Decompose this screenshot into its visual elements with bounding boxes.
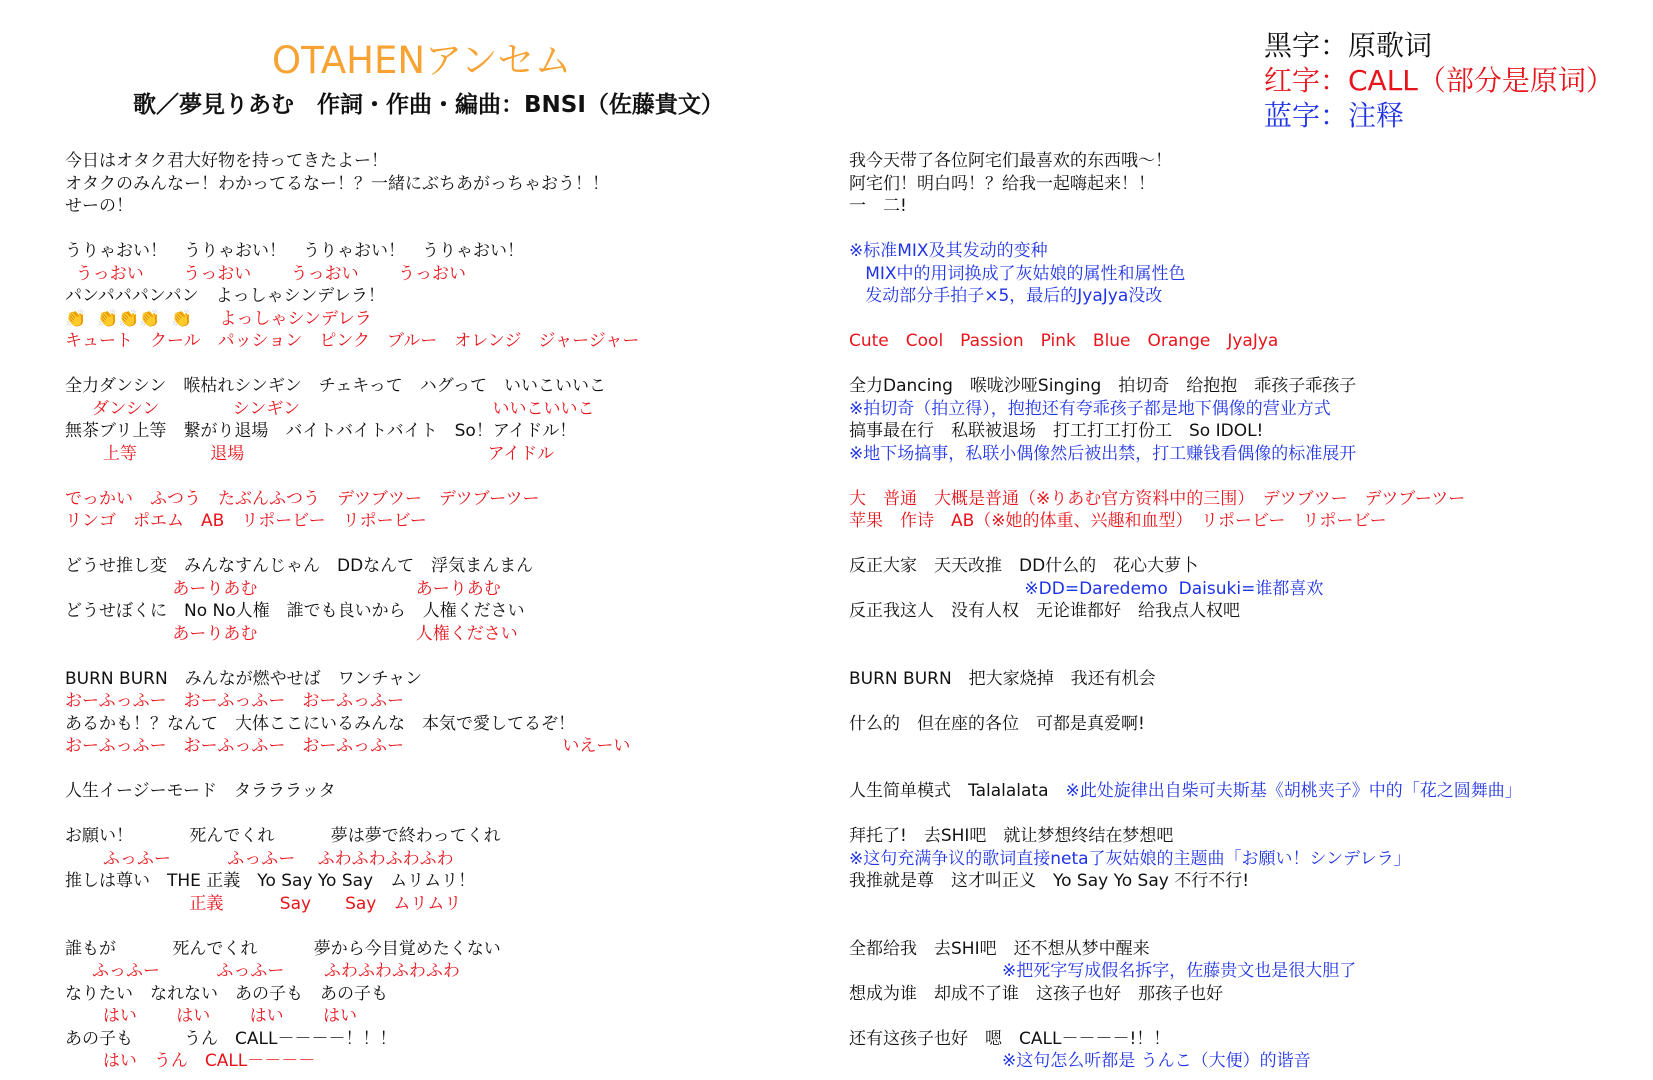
blank-line [849,690,1639,713]
translation-line: 反正我这人 没有人权 无论谁都好 给我点人权吧 [849,601,1240,621]
lyric-line: 無茶ブリ上等 繋がり退場 バイトバイトバイト So！アイドル！ [65,421,577,441]
blank-line [849,735,1639,758]
lyric-line: ふっふー ふっふー ふわふわふわふわ [65,961,460,981]
translation-line: ※标准MIX及其发动的变种 [849,241,1048,261]
color-legend [1264,28,1614,133]
lyric-line: オタクのみんなー！わかってるなー！？一緒にぶちあがっちゃおう！！ [65,173,609,194]
translation-line: ※这句怎么听都是 うんこ（大便）的谐音 [849,1051,1311,1071]
lyric-line: なりたい なれない あの子も あの子も [65,983,388,1004]
lyric-line: 👏 👏👏👏 👏 よっしゃシンデレラ [65,308,372,329]
lyric-line: 人生イージーモード タラララッタ [65,781,336,801]
page-title: OTAHENアンセム [272,39,572,82]
translation-line: 我今天带了各位阿宅们最喜欢的东西哦～！ [849,151,1172,171]
lyric-line: パンパパパンパン よっしゃシンデレラ！ [65,286,385,306]
blank-line [849,465,1639,488]
translation-line: 一 二! [849,196,907,216]
blank-line [849,533,1639,556]
lyric-line: うっおい うっおい うっおい うっおい [65,263,467,284]
translation-line: ※地下场搞事，私联小偶像然后被出禁，打工赚钱看偶像的标准展开 [849,443,1357,464]
lyric-line: お願い！ 死んでくれ 夢は夢で終わってくれ [65,826,501,846]
lyric-line: リンゴ ポエム AB リポービー リポービー [65,511,427,531]
lyric-line: おーふっふー おーふっふー おーふっふー いえーい [65,736,631,756]
translation-line: Cute Cool Passion Pink Blue Orange JyaJya [849,331,1279,351]
translation-line: ※把死字写成假名拆字，佐藤贵文也是很大胆了 [849,961,1357,981]
translation-line: 想成为谁 却成不了谁 这孩子也好 那孩子也好 [849,983,1223,1004]
translation-line: MIX中的用词换成了灰姑娘的属性和属性色 [849,263,1186,284]
lyric-line: キュート クール パッション ピンク ブルー オレンジ ジャージャー [65,331,640,351]
blank-line [65,465,805,488]
lyric-line: どうせぼくに No No人権 誰でも良いから 人権ください [65,601,525,621]
lyric-line: うりゃおい！ うりゃおい！ うりゃおい！ うりゃおい！ [65,241,524,261]
blank-line [849,645,1639,668]
lyrics-translation-column [849,150,1639,1073]
blank-line [849,803,1639,826]
lyric-line: おーふっふー おーふっふー おーふっふー [65,691,404,711]
blank-line [65,915,805,938]
translation-line: 全力Dancing 喉咙沙哑Singing 拍切奇 给抱抱 乖孩子乖孩子 [849,376,1357,396]
translation-line: 搞事最在行 私联被退场 打工打工打份工 So IDOL! [849,421,1264,441]
legend-red: 红字：CALL（部分是原词） [1264,64,1614,97]
lyric-line: はい うん CALL－－－－ [65,1051,316,1071]
blank-line [849,218,1639,241]
translation-line: 什么的 但在座的各位 可都是真爱啊! [849,713,1145,734]
translation-line: ※DD=Daredemo Daisuki=谁都喜欢 [849,578,1324,599]
lyric-line: 誰もが 死んでくれ 夢から今目覚めたくない [65,938,501,959]
blank-line [849,353,1639,376]
lyric-line: ダンシン シンギン いいこいいこ [65,398,595,419]
legend-black: 黑字：原歌词 [1264,29,1433,62]
lyric-line: あーりあむ あーりあむ [65,578,501,599]
translation-line: 拜托了! 去SHI吧 就让梦想终结在梦想吧 [849,826,1174,846]
blank-line [849,623,1639,646]
lyric-line: あーりあむ 人権ください [65,623,518,644]
song-credits: 歌／夢見りあむ 作詞・作曲・編曲：BNSI（佐藤貴文） [133,92,724,118]
lyric-line: 推しは尊い THE 正義 Yo Say Yo Say ムリムリ！ [65,871,476,891]
blank-line [65,533,805,556]
lyric-line: あの子も うん CALL－－－－！！！ [65,1028,397,1049]
lyric-line: はい はい はい はい [65,1006,358,1026]
lyric-line: 上等 退場 アイドル [65,443,555,464]
lyric-line: どうせ推し変 みんなすんじゃん DDなんて 浮気まんまん [65,556,534,576]
blank-line [849,1005,1639,1028]
translation-line: ※拍切奇（拍立得），抱抱还有夸乖孩子都是地下偶像的营业方式 [849,398,1331,419]
translation-line: ※这句充满争议的歌词直接neta了灰姑娘的主题曲「お願い！シンデレラ」 [849,848,1411,869]
translation-line: 全都给我 去SHI吧 还不想从梦中醒来 [849,938,1150,959]
lyric-line: 全力ダンシン 喉枯れシンギン チェキって ハグって いいこいいこ [65,376,607,396]
lyric-line: 今日はオタク君大好物を持ってきたよー！ [65,151,388,171]
translation-line: 大 普通 大概是普通（※りあむ官方资料中的三围） デツブツー デツブーツー [849,488,1466,509]
translation-line: 发动部分手拍子×5，最后的JyaJya没改 [849,286,1163,306]
blank-line [849,308,1639,331]
lyric-line: でっかい ふつう たぶんふつう デツブツー デツブーツー [65,488,540,509]
lyric-line: せーの！ [65,196,133,216]
legend-blue: 蓝字：注释 [1264,99,1405,132]
translation-line: 人生简单模式 Talalalata ※此处旋律出自柴可夫斯基《胡桃夹子》中的「花之圆舞曲」 [849,781,1522,801]
blank-line [65,645,805,668]
translation-line: 反正大家 天天改推 DD什么的 花心大萝卜 [849,556,1199,576]
translation-line: 我推就是尊 这才叫正义 Yo Say Yo Say 不行不行! [849,871,1250,891]
translation-line: 还有这孩子也好 嗯 CALL－－－－!！！ [849,1028,1171,1049]
lyric-line: ふっふー ふっふー ふわふわふわふわ [65,848,454,869]
lyric-line: あるかも！？なんて 大体ここにいるみんな 本気で愛してるぞ！ [65,713,575,734]
blank-line [65,758,805,781]
translation-line: BURN BURN 把大家烧掉 我还有机会 [849,668,1156,689]
blank-line [65,218,805,241]
inline-note: ※此处旋律出自柴可夫斯基《胡桃夹子》中的「花之圆舞曲」 [1065,781,1522,801]
translation-line: 阿宅们！明白吗！？给我一起嗨起来！！ [849,173,1155,194]
blank-line [65,353,805,376]
blank-line [65,803,805,826]
lyric-line: BURN BURN みんなが燃やせば ワンチャン [65,668,423,689]
blank-line [849,758,1639,781]
translation-line: 苹果 作诗 AB（※她的体重、兴趣和血型） リポービー リポービー [849,511,1387,531]
blank-line [849,915,1639,938]
blank-line [849,893,1639,916]
lyric-line: 正義 Say Say ムリムリ [65,893,462,914]
lyrics-original-column [65,150,805,1073]
